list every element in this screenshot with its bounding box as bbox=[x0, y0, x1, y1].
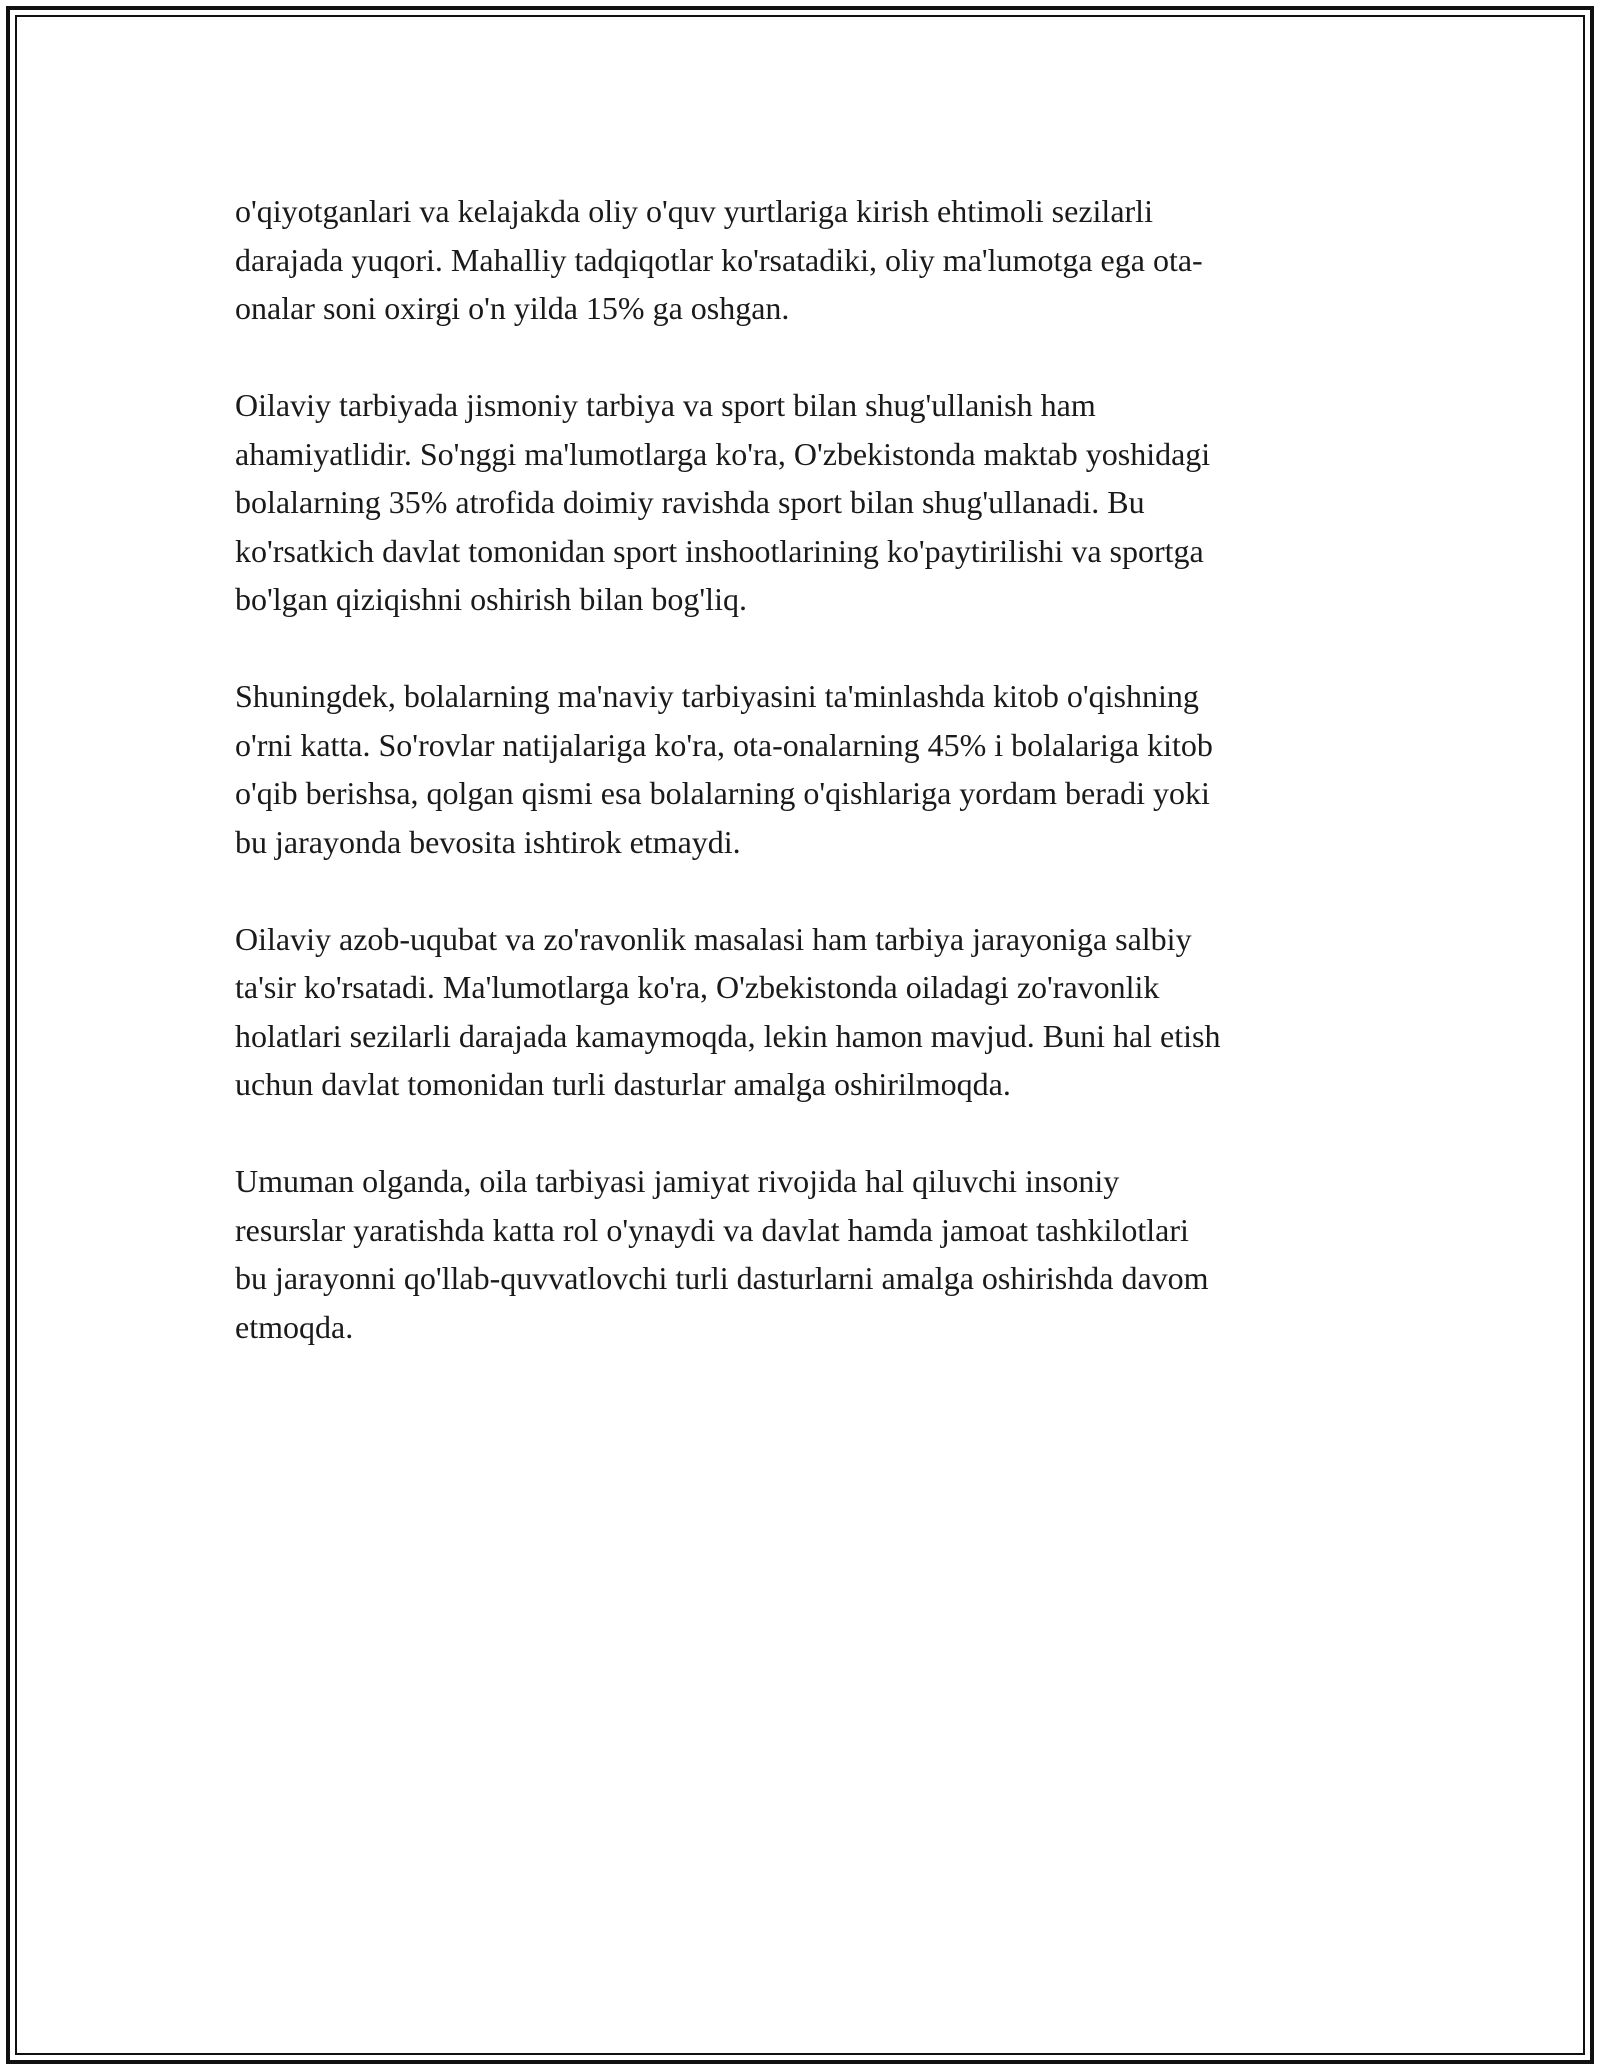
paragraph-5: Umuman olganda, oila tarbiyasi jamiyat rivojida hal qiluvchi insoniy resurslar yaratishda katta rol o'ynaydi va davlat hamda jamoat tashkilotlari bu jarayonni qo'llab-quvvatlovchi turli dasturlarni amalga oshirishda davom etmoqda. bbox=[235, 1163, 1209, 1345]
paragraph-4: Oilaviy azob-uqubat va zo'ravonlik masalasi ham tarbiya jarayoniga salbiy ta'sir ko'rsatadi. Ma'lumotlarga ko'ra, O'zbekistonda oiladagi zo'ravonlik holatlari sezilarli darajada kamaymoqda, lekin hamon mavjud. Buni hal etish uchun davlat tomonidan turli dasturlar amalga oshirilmoqda. bbox=[235, 920, 1221, 1102]
paragraph-2: Oilaviy tarbiyada jismoniy tarbiya va sport bilan shug'ullanish ham ahamiyatlidir. So'nggi ma'lumotlarga ko'ra, O'zbekistonda maktab yoshidagi bolalarning 35% atrofida doimiy ravishda sport bilan shug'ullanadi. Bu ko'rsatkich davlat tomonidan sport inshootlarining ko'paytirilishi va sportga bo'lgan qiziqishni oshirish bilan bog'liq. bbox=[235, 387, 1211, 617]
paragraph-1: o'qiyotganlari va kelajakda oliy o'quv yurtlariga kirish ehtimoli sezilarli darajada yuqori. Mahalliy tadqiqotlar ko'rsatadiki, oliy ma'lumotga ega ota- onalar soni oxirgi o'n yilda 15% ga oshgan. bbox=[235, 193, 1203, 326]
paragraph-3: Shuningdek, bolalarning ma'naviy tarbiyasini ta'minlashda kitob o'qishning o'rni katta. So'rovlar natijalariga ko'ra, ota-onalarning 45% i bolalariga kitob o'qib berishsa, qolgan qismi esa bolalarning o'qishlariga yordam beradi yoki bu jarayonda bevosita ishtirok etmaydi. bbox=[235, 678, 1213, 860]
document-body bbox=[235, 187, 1385, 1400]
